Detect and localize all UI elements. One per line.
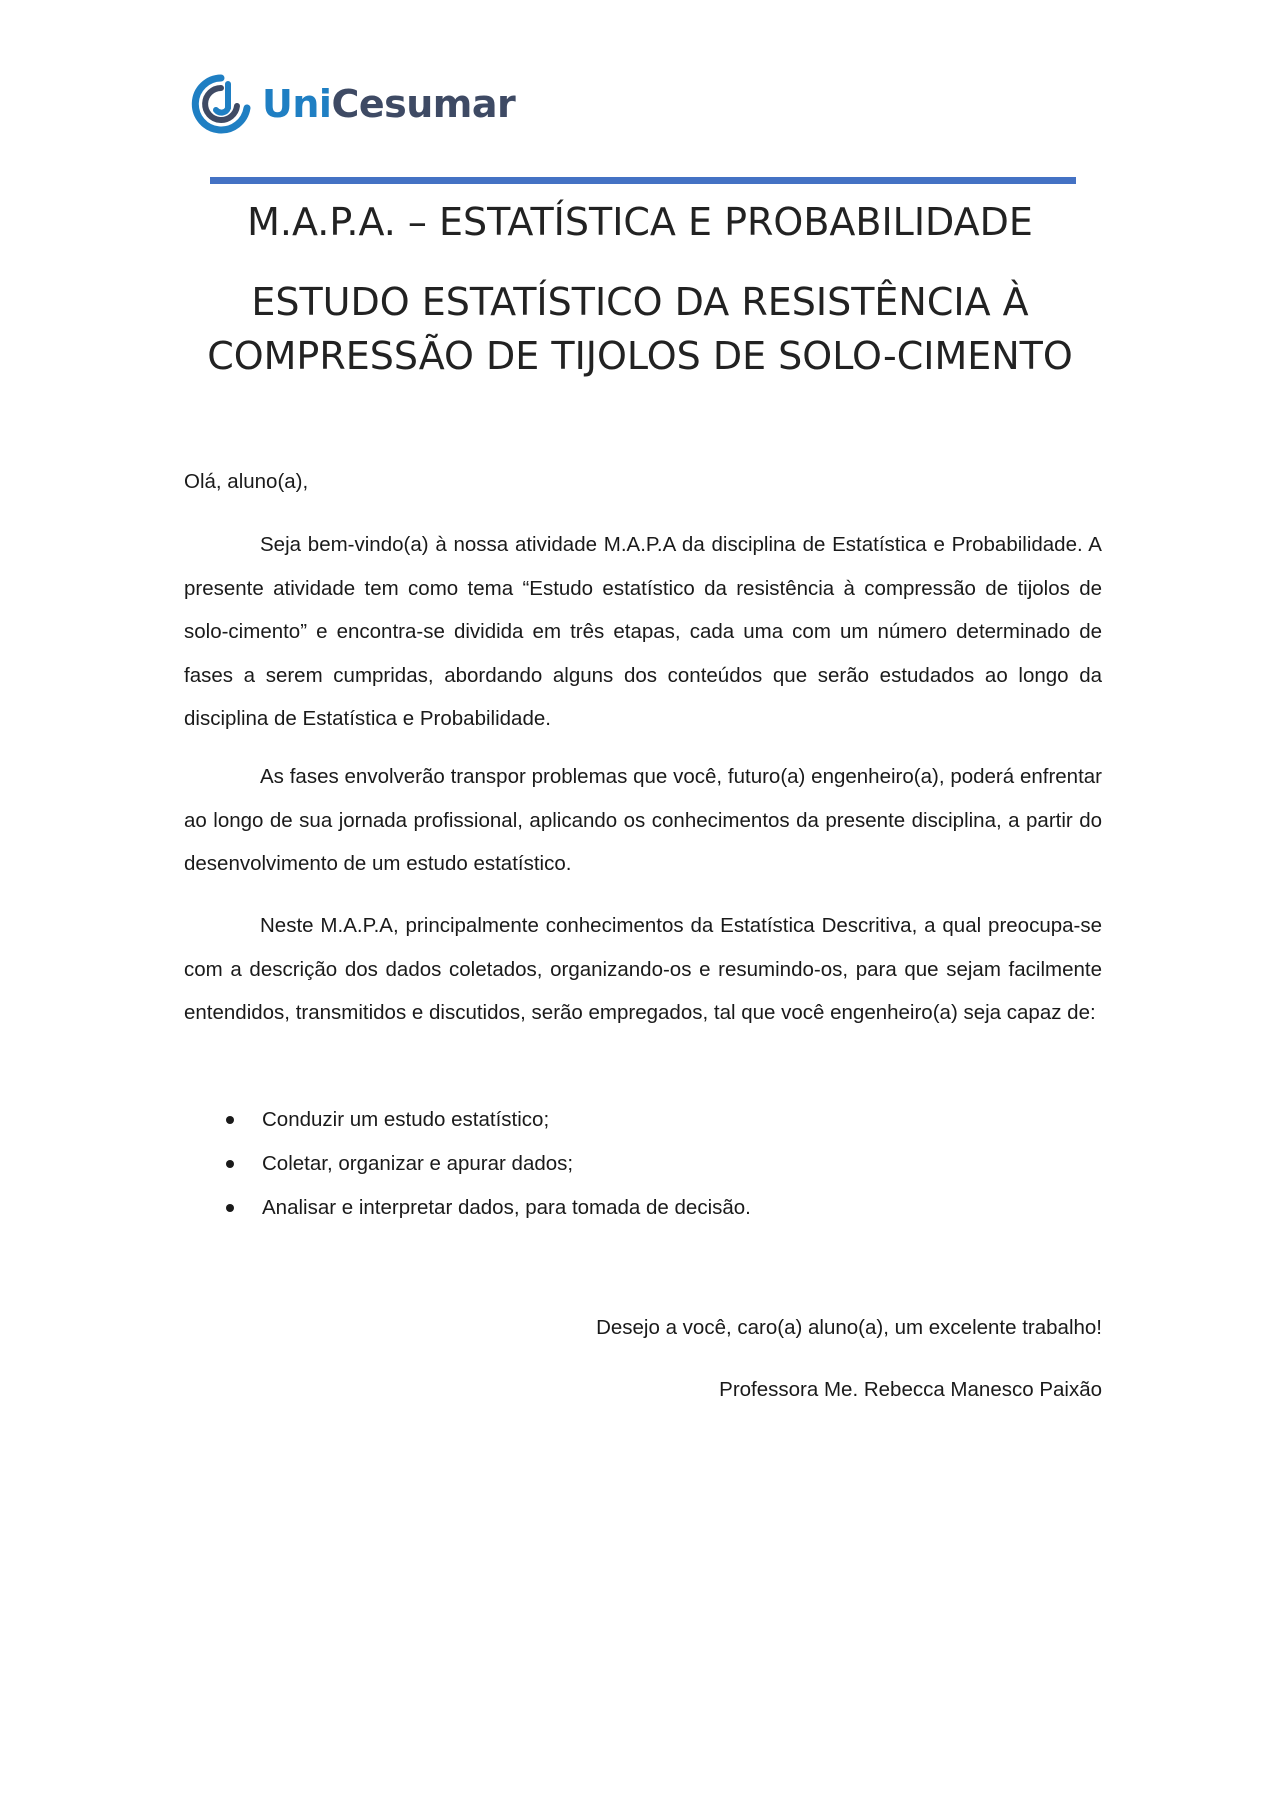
- list-item: [184, 1186, 1102, 1230]
- unicesumar-emblem-icon: [188, 74, 254, 134]
- list-item-text: Coletar, organizar e apurar dados;: [262, 1152, 574, 1175]
- bullet-icon: [226, 1160, 234, 1168]
- list-item-text: Analisar e interpretar dados, para tomada de decisão.: [262, 1196, 751, 1219]
- logo-wordmark: [262, 82, 515, 126]
- closing-wish: Desejo a você, caro(a) aluno(a), um excelente trabalho!: [596, 1316, 1102, 1339]
- document-title: M.A.P.A. – ESTATÍSTICA E PROBABILIDADE: [247, 200, 1033, 244]
- objectives-list: [184, 1098, 1102, 1230]
- paragraph-phases: As fases envolverão transpor problemas que você, futuro(a) engenheiro(a), poderá enfrentar ao longo de sua jornada profissional, aplicando os conhecimentos da presente disciplina, a partir do desenvolvimento de um estudo estatístico.: [184, 765, 1102, 875]
- bullet-icon: [226, 1116, 234, 1124]
- paragraph-descriptive-statistics: Neste M.A.P.A, principalmente conhecimentos da Estatística Descritiva, a qual preocupa-se com a descrição dos dados coletados, organizando-os e resumindo-os, para que sejam facilmente entendidos, transmitidos e discutidos, serão empregados, tal que você engenheiro(a) seja capaz de:: [184, 914, 1102, 1024]
- document-subtitle: [150, 275, 1130, 383]
- list-item-text: Conduzir um estudo estatístico;: [262, 1108, 550, 1131]
- header-divider: [210, 177, 1076, 184]
- greeting: Olá, aluno(a),: [184, 470, 309, 493]
- signature: Professora Me. Rebecca Manesco Paixão: [719, 1378, 1102, 1401]
- logo-text-cesumar: Cesumar: [331, 82, 516, 126]
- list-item: [184, 1142, 1102, 1186]
- unicesumar-logo: [188, 74, 515, 134]
- subtitle-line-2: COMPRESSÃO DE TIJOLOS DE SOLO-CIMENTO: [207, 334, 1073, 378]
- list-item: [184, 1098, 1102, 1142]
- logo-text-uni: Uni: [262, 82, 332, 126]
- paragraph-intro: Seja bem-vindo(a) à nossa atividade M.A.P.A da disciplina de Estatística e Probabilidade. A presente atividade tem como tema “Estudo estatístico da resistência à compressão de tijolos de solo-cimento” e encontra-se dividida em três etapas, cada uma com um número determinado de fases a serem cumpridas, abordando alguns dos conteúdos que serão estudados ao longo da disciplina de Estatística e Probabilidade.: [184, 533, 1102, 730]
- bullet-icon: [226, 1204, 234, 1212]
- subtitle-line-1: ESTUDO ESTATÍSTICO DA RESISTÊNCIA À: [251, 280, 1029, 324]
